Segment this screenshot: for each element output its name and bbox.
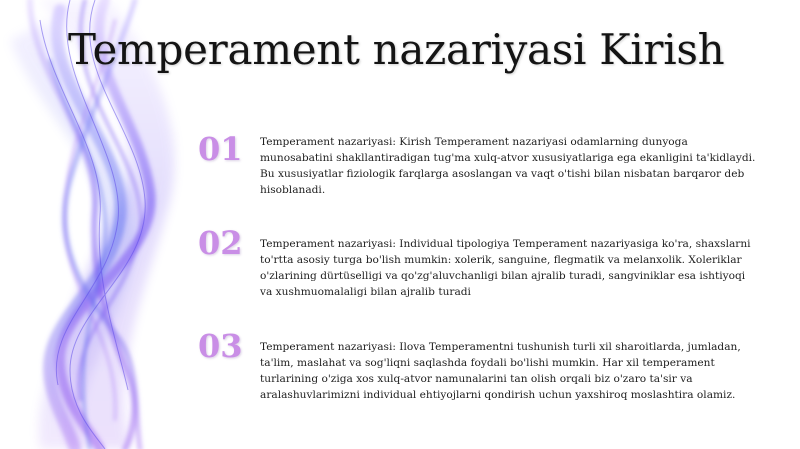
item-number-02: 02 [198, 224, 243, 262]
item-text-01: Temperament nazariyasi: Kirish Temperament nazariyasi odamlarning dunyoga munosabatini shakllantiradigan tug'ma xulq-atvor xususiyatlariga ega ekanligini ta'kidlaydi. Bu xususiyatlar fiziologik farqlarga asoslangan va vaqt o'tishi bilan nisbatan barqaror deb hisoblanadi. [260, 136, 756, 196]
item-number-03: 03 [198, 327, 243, 365]
slide-title: Temperament nazariyasi Kirish [68, 25, 725, 74]
item-text-03: Temperament nazariyasi: Ilova Temperamentni tushunish turli xil sharoitlarda, jumladan, ta'lim, maslahat va sog'liqni saqlashda foydali bo'lishi mumkin. Har xil temperament turlarining o'ziga xos xulq-atvor namunalarini tan olish orqali biz o'zaro ta'sir va aralashuvlarimizni individual ehtiyojlarni qondirish uchun yaxshiroq moslashtira olamiz. [260, 341, 741, 401]
item-text-02: Temperament nazariyasi: Individual tipologiya Temperament nazariyasiga ko'ra, shaxslarni to'rtta asosiy turga bo'lish mumkin: xolerik, sanguine, flegmatik va melanxolik. Xoleriklar o'zlarining dürtüselligi va qo'zg'aluvchanligi bilan ajralib turadi, sangviniklar esa ishtiyoqi va xushmuomalaligi bilan ajralib turadi [260, 238, 751, 298]
item-number-01: 01 [198, 130, 243, 168]
